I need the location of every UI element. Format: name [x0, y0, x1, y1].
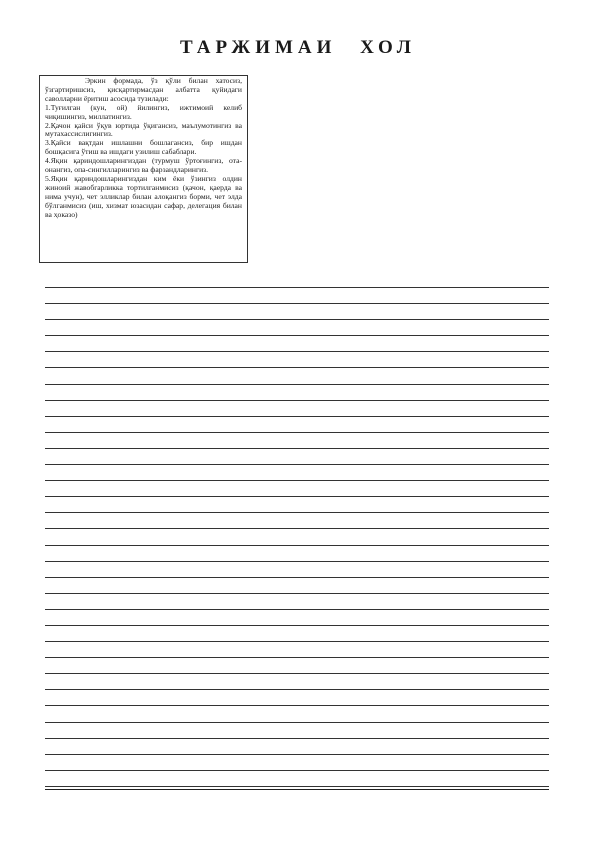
writing-line — [45, 754, 549, 755]
document-title: ТАРЖИМАИ ХОЛ — [180, 37, 416, 58]
writing-line — [45, 287, 549, 288]
writing-line — [45, 722, 549, 723]
writing-line — [45, 335, 549, 336]
writing-line — [45, 512, 549, 513]
writing-line — [45, 641, 549, 642]
writing-line — [45, 416, 549, 417]
instructions-box — [39, 75, 248, 263]
writing-line — [45, 303, 549, 304]
writing-line — [45, 319, 549, 320]
instruction-item-3: 3.Қайси вақтдан ишлашни бошлагансиз, бир ишдан бошқасига ўтиш ва ишдаги узилиш сабаблари. — [45, 138, 242, 157]
writing-line — [45, 577, 549, 578]
writing-line — [45, 738, 549, 739]
writing-line — [45, 786, 549, 787]
instruction-item-4: 4.Яқин қариндошларингиздан (турмуш ўртоғингиз, ота-онангиз, опа-сингилларингиз ва фарзандларингиз. — [45, 156, 242, 175]
writing-line — [45, 561, 549, 562]
writing-line — [45, 770, 549, 771]
writing-line — [45, 384, 549, 385]
bottom-double-rule — [45, 789, 549, 790]
writing-line — [45, 496, 549, 497]
writing-line — [45, 689, 549, 690]
writing-line — [45, 464, 549, 465]
instruction-item-5: 5.Яқин қариндошларингиздан ким ёки ўзингиз олдин жиноий жавобгарликка тортилганмисиз (қачон, қаерда ва нима учун), чет элликлар билан алоқангиз борми, чет элда бўлганмисиз (иш, хизмат юзасидан сафар, делегация билан ва ҳоказо) — [45, 173, 242, 219]
writing-line — [45, 367, 549, 368]
writing-line — [45, 625, 549, 626]
writing-line — [45, 351, 549, 352]
writing-line — [45, 657, 549, 658]
writing-line — [45, 448, 549, 449]
writing-line — [45, 545, 549, 546]
writing-line — [45, 609, 549, 610]
instructions-intro: Эркин формада, ўз қўли билан хатосиз, ўзгартиришсиз, қисқартирмасдан албатта қуйидаги саволларни ёритиш асосида тузилади: — [45, 76, 242, 103]
writing-line — [45, 593, 549, 594]
instruction-item-2: 2.Қачон қайси ўқув юртида ўқигансиз, маълумотингиз ва мутахассислигингиз. — [45, 120, 242, 139]
writing-line — [45, 528, 549, 529]
writing-line — [45, 705, 549, 706]
writing-line — [45, 480, 549, 481]
writing-line — [45, 432, 549, 433]
instruction-item-1: 1.Туғилган (кун, ой) йилингиз, ижтимоий келиб чиқишингиз, миллатингиз. — [45, 102, 242, 121]
writing-line — [45, 400, 549, 401]
writing-lines — [45, 287, 549, 802]
writing-line — [45, 673, 549, 674]
